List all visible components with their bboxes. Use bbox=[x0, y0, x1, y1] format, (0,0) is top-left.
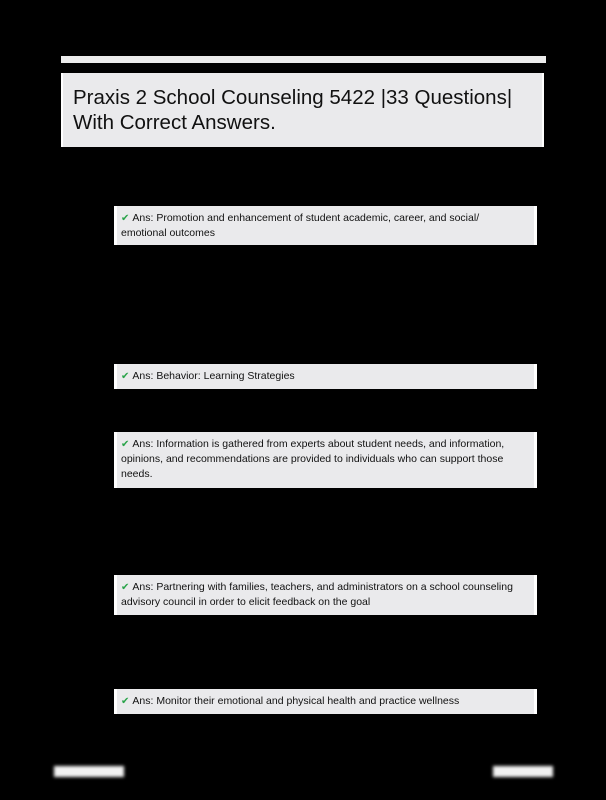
answer-prefix: Ans: bbox=[132, 438, 154, 450]
answer-box-2 bbox=[114, 364, 537, 389]
answer-text: Information is gathered from experts about student needs, and information, opinions, and recommendations are provided to individuals who can support those needs. bbox=[121, 438, 505, 480]
top-divider bbox=[61, 56, 546, 63]
title-box bbox=[61, 73, 544, 147]
answer-prefix: Ans: bbox=[132, 695, 154, 707]
page-title-line-2: With Correct Answers. bbox=[73, 111, 276, 134]
answer-text: Partnering with families, teachers, and administrators on a school counseling advisory council in order to elicit feedback on the goal bbox=[121, 581, 513, 608]
check-icon: ✔ bbox=[121, 213, 130, 224]
check-icon: ✔ bbox=[121, 439, 130, 450]
answer-box-1 bbox=[114, 206, 537, 245]
check-icon: ✔ bbox=[121, 696, 130, 707]
answer-prefix: Ans: bbox=[132, 370, 154, 382]
answer-text: Promotion and enhancement of student academic, career, and social/ emotional outcomes bbox=[121, 212, 480, 239]
answer-text: Behavior: Learning Strategies bbox=[156, 370, 295, 382]
answer-box-3 bbox=[114, 432, 537, 488]
answer-prefix: Ans: bbox=[132, 212, 154, 224]
page-title-line-1: Praxis 2 School Counseling 5422 |33 Questions| bbox=[73, 86, 513, 109]
answer-text: Monitor their emotional and physical health and practice wellness bbox=[156, 695, 460, 707]
check-icon: ✔ bbox=[121, 371, 130, 382]
answer-box-4 bbox=[114, 575, 537, 615]
footer-page-number-blurred bbox=[493, 766, 553, 777]
check-icon: ✔ bbox=[121, 582, 130, 593]
answer-prefix: Ans: bbox=[132, 581, 154, 593]
answer-box-5 bbox=[114, 689, 537, 714]
footer-watermark-logo bbox=[54, 766, 124, 777]
